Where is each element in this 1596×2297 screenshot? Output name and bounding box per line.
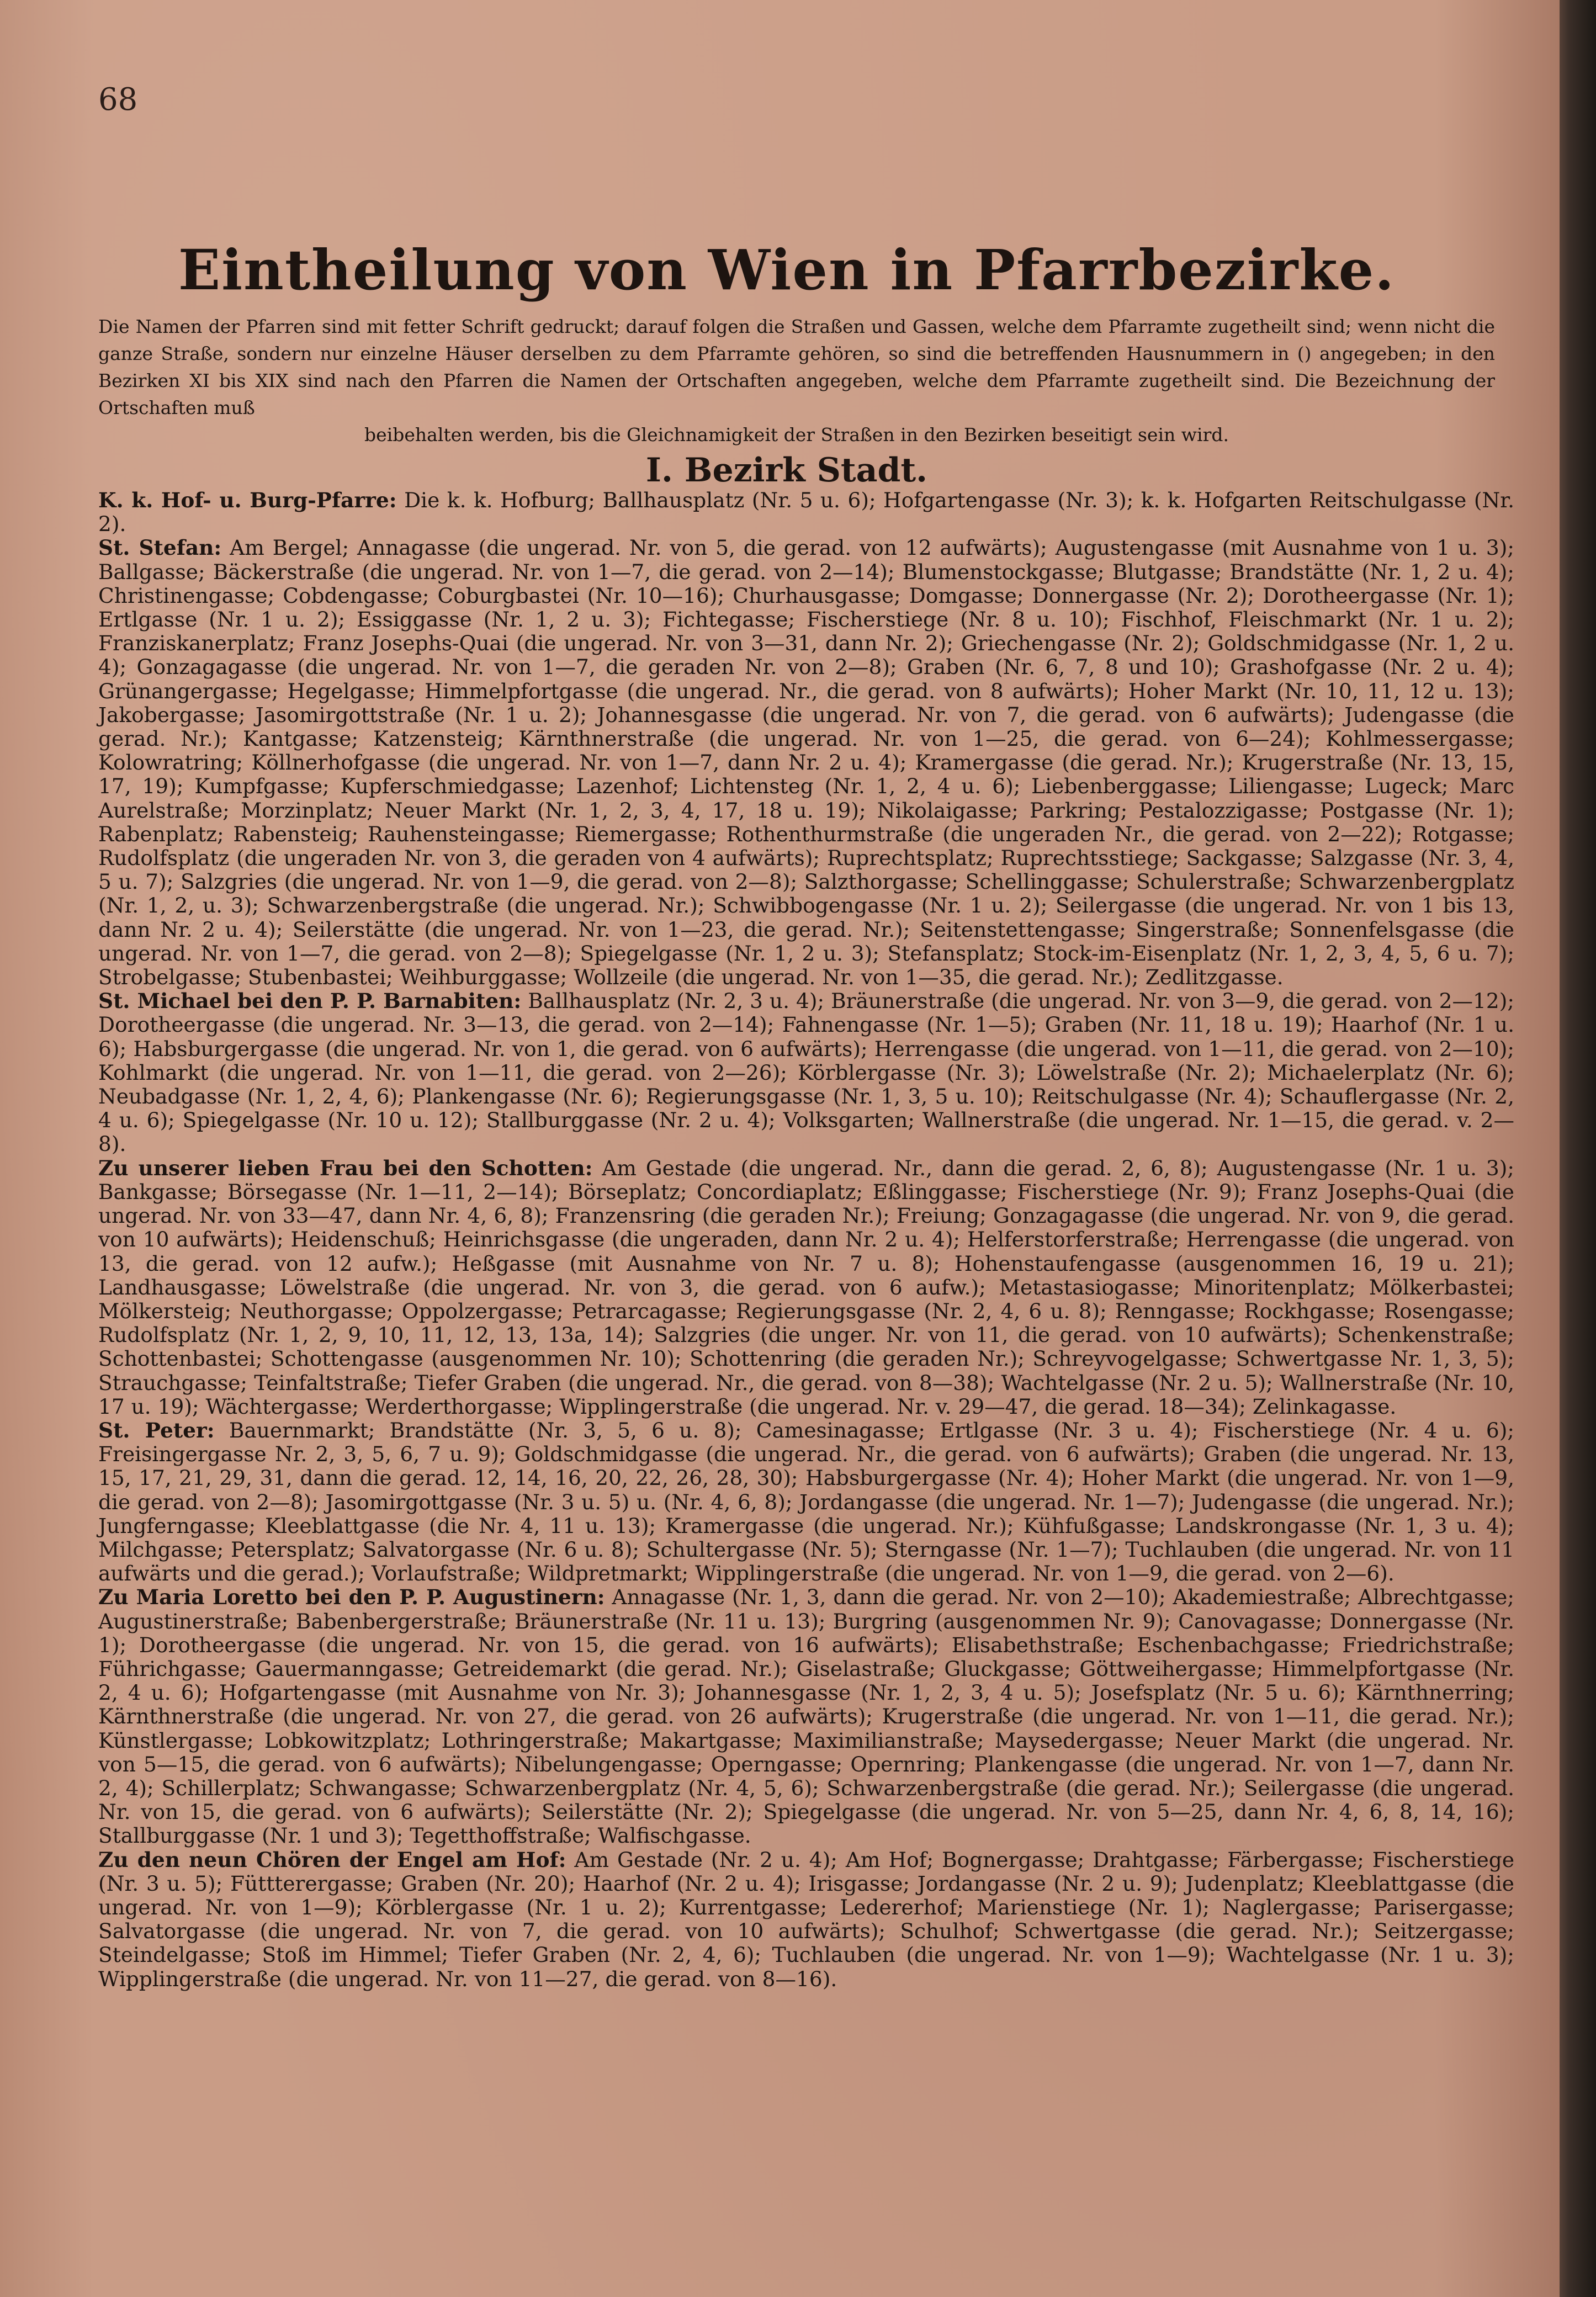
parish-entry [98,1419,1514,1585]
parish-streets: Die k. k. Hofburg; Ballhausplatz (Nr. 5 u. 6); Hofgartengasse (Nr. 3); k. k. Hofgarten Reitschulgasse (Nr. 2). [98,488,1515,537]
parish-streets: Ballhausplatz (Nr. 2, 3 u. 4); Bräunerstraße (die ungerad. Nr. von 3—9, die gerad. von 2—12); Dorotheergasse (die ungerad. Nr. 3—13, die gerad. von 2—14); Fahnengasse (Nr. 1—5); Graben (Nr. 11, 18 u. 19); Haarhof (Nr. 1 u. 6); Habsburgergasse (die ungerad. Nr. von 1, die gerad. von 6 aufwärts); Herrengasse (die ungerad. von 1—11, die gerad. von 2—10); Kohlmarkt (die ungerad. Nr. von 1—11, die gerad. von 2—26); Körblergasse (Nr. 3); Löwelstraße (Nr. 2); Michaelerplatz (Nr. 6); Neubadgasse (Nr. 1, 2, 4, 6); Plankengasse (Nr. 6); Regierungsgasse (Nr. 1, 3, 5 u. 10); Reitschulgasse (Nr. 4); Schauflergasse (Nr. 2, 4 u. 6); Spiegelgasse (Nr. 10 u. 12); Stallburggasse (Nr. 2 u. 4); Volksgarten; Wallnerstraße (die ungerad. Nr. 1—15, die gerad. v. 2—8). [98,989,1514,1157]
parish-entry [98,1848,1514,1991]
parish-name: St. Michael bei den P. P. Barnabiten: [98,989,522,1014]
parish-streets: Bauernmarkt; Brandstätte (Nr. 3, 5, 6 u. 8); Camesinagasse; Ertlgasse (Nr. 3 u. 4); Fischerstiege (Nr. 4 u. 6); Freisingergasse Nr. 2, 3, 5, 6, 7 u. 9); Goldschmidgasse (die ungerad. Nr., die gerad. von 6 aufwärts); Graben (die ungerad. Nr. 13, 15, 17, 21, 29, 31, dann die gerad. 12, 14, 16, 20, 22, 26, 28, 30); Habsburgergasse (Nr. 4); Hoher Markt (die ungerad. Nr. von 1—9, die gerad. von 2—8); Jasomirgottgasse (Nr. 3 u. 5) u. (Nr. 4, 6, 8); Jordangasse (die ungerad. Nr. 1—7); Judengasse (die ungerad. Nr.); Jungferngasse; Kleeblattgasse (die Nr. 4, 11 u. 13); Kramergasse (die ungerad. Nr.); Kühfußgasse; Landskrongasse (Nr. 1, 3 u. 4); Milchgasse; Petersplatz; Salvatorgasse (Nr. 6 u. 8); Schultergasse (Nr. 5); Sterngasse (Nr. 1—7); Tuchlauben (die ungerad. Nr. von 11 aufwärts und die gerad.); Vorlaufstraße; Wildpretmarkt; Wipplingerstraße (die ungerad. Nr. von 1—9, die gerad. von 2—6). [98,1418,1514,1586]
parish-streets: Am Gestade (Nr. 2 u. 4); Am Hof; Bognergasse; Drahtgasse; Färbergasse; Fischerstiege (Nr. 3 u. 5); Füttterergasse; Graben (Nr. 20); Haarhof (Nr. 2 u. 4); Irisgasse; Jordangasse (Nr. 2 u. 9); Judenplatz; Kleeblattgasse (die ungerad. Nr. von 1—9); Körblergasse (Nr. 1 u. 2); Kurrentgasse; Ledererhof; Marienstiege (Nr. 1); Naglergasse; Parisergasse; Salvatorgasse (die ungerad. Nr. von 7, die gerad. von 10 aufwärts); Schulhof; Schwertgasse (die gerad. Nr.); Seitzergasse; Steindelgasse; Stoß im Himmel; Tiefer Graben (Nr. 2, 4, 6); Tuchlauben (die ungerad. Nr. von 1—9); Wachtelgasse (Nr. 1 u. 3); Wipplingerstraße (die ungerad. Nr. von 11—27, die gerad. von 8—16). [98,1847,1515,1991]
parish-name: Zu unserer lieben Frau bei den Schotten: [98,1155,593,1180]
intro-text: Die Namen der Pfarren sind mit fetter Schrift gedruckt; darauf folgen die Straßen und Gassen, welche dem Pfarramte zugetheilt sind; wenn nicht die ganze Straße, sondern nur einzelne Häuser derselben zu dem Pfarramte gehören, so sind die betreffenden Hausnummern in () angegeben; in den Bezirken XI bis XIX sind nach den Pfarren die Namen der Ortschaften angegeben, welche dem Pfarramte zugetheilt sind. Die Bezeichnung der Ortschaften muß [98,316,1495,418]
page-number: 68 [98,82,138,118]
parish-streets: Annagasse (Nr. 1, 3, dann die gerad. Nr. von 2—10); Akademiestraße; Albrechtgasse; Augustinerstraße; Babenbergerstraße; Bräunerstraße (Nr. 11 u. 13); Burgring (ausgenommen Nr. 9); Canovagasse; Donnergasse (Nr. 1); Dorotheergasse (die ungerad. Nr. von 15, die gerad. von 16 aufwärts); Elisabethstraße; Eschenbachgasse; Friedrichstraße; Führichgasse; Gauermanngasse; Getreidemarkt (die gerad. Nr.); Giselastraße; Gluckgasse; Göttweihergasse; Himmelpfortgasse (Nr. 2, 4 u. 6); Hofgartengasse (mit Ausnahme von Nr. 3); Johannesgasse (Nr. 1, 2, 3, 4 u. 5); Josefsplatz (Nr. 5 u. 6); Kärnthnerring; Kärnthnerstraße (die ungerad. Nr. von 27, die gerad. von 26 aufwärts); Krugerstraße (die ungerad. Nr. von 1—11, die gerad. Nr.); Künstlergasse; Lobkowitzplatz; Lothringerstraße; Makartgasse; Maximilianstraße; Maysedergasse; Neuer Markt (die ungerad. Nr. von 5—15, die gerad. von 6 aufwärts); Nibelungengasse; Operngasse; Opernring; Plankengasse (die ungerad. Nr. von 1—7, dann Nr. 2, 4); Schillerplatz; Schwangasse; Schwarzenbergplatz (Nr. 4, 5, 6); Schwarzenbergstraße (die gerad. Nr.); Seilergasse (die ungerad. Nr. von 15, die gerad. von 6 aufwärts); Seilerstätte (Nr. 2); Spiegelgasse (die ungerad. Nr. von 5—25, dann Nr. 4, 6, 8, 14, 16); Stallburggasse (Nr. 1 und 3); Tegetthoffstraße; Walfischgasse. [98,1585,1515,1848]
page-title: Eintheilung von Wien in Pfarrbezirke. [178,237,1396,303]
section-heading: I. Bezirk Stadt. [645,451,928,490]
intro-text-last-line: beibehalten werden, bis die Gleichnamigkeit der Straßen in den Bezirken beseitigt sein wird. [364,424,1229,445]
parish-list [98,489,1514,1991]
parish-name: St. Stefan: [98,535,222,560]
parish-name: K. k. Hof- u. Burg-Pfarre: [98,488,397,512]
parish-entry [98,989,1514,1156]
parish-name: St. Peter: [98,1418,215,1442]
parish-name: Zu Maria Loretto bei den P. P. Augustinern: [98,1585,605,1610]
parish-streets: Am Bergel; Annagasse (die ungerad. Nr. von 5, die gerad. von 12 aufwärts); Augustengasse (mit Ausnahme von 1 u. 3); Ballgasse; Bäckerstraße (die ungerad. Nr. von 1—7, die gerad. von 2—14); Blumenstockgasse; Blutgasse; Brandstätte (Nr. 1, 2 u. 4); Christinengasse; Cobdengasse; Coburgbastei (Nr. 10—16); Churhausgasse; Domgasse; Donnergasse (Nr. 2); Dorotheergasse (Nr. 1); Ertlgasse (Nr. 1 u. 2); Essiggasse (Nr. 1, 2 u. 3); Fichtegasse; Fischerstiege (Nr. 8 u. 10); Fischhof, Fleischmarkt (Nr. 1 u. 2); Franziskanerplatz; Franz Josephs-Quai (die ungerad. Nr. von 3—31, dann Nr. 2); Griechengasse (Nr. 2); Goldschmidgasse (Nr. 1, 2 u. 4); Gonzagagasse (die ungerad. Nr. von 1—7, die geraden Nr. von 2—8); Graben (Nr. 6, 7, 8 und 10); Grashofgasse (Nr. 2 u. 4); Grünangergasse; Hegelgasse; Himmelpfortgasse (die ungerad. Nr., die gerad. von 8 aufwärts); Hoher Markt (Nr. 10, 11, 12 u. 13); Jakobergasse; Jasomirgottstraße (Nr. 1 u. 2); Johannesgasse (die ungerad. Nr. von 7, die gerad. von 6 aufwärts); Judengasse (die gerad. Nr.); Kantgasse; Katzensteig; Kärnthnerstraße (die ungerad. Nr. von 1—25, die gerad. von 6—24); Kohlmessergasse; Kolowratring; Köllnerhofgasse (die ungerad. Nr. von 1—7, dann Nr. 2 u. 4); Kramergasse (die gerad. Nr.); Krugerstraße (Nr. 13, 15, 17, 19); Kumpfgasse; Kupferschmiedgasse; Lazenhof; Lichtensteg (Nr. 1, 2, 4 u. 6); Liebenberggasse; Liliengasse; Lugeck; Marc Aurelstraße; Morzinplatz; Neuer Markt (Nr. 1, 2, 3, 4, 17, 18 u. 19); Nikolaigasse; Parkring; Pestalozzigasse; Postgasse (Nr. 1); Rabenplatz; Rabensteig; Rauhensteingasse; Riemergasse; Rothenthurmstraße (die ungeraden Nr., die gerad. von 2—22); Rotgasse; Rudolfsplatz (die ungeraden Nr. von 3, die geraden von 4 aufwärts); Ruprechtsplatz; Ruprechtsstiege; Sackgasse; Salzgasse (Nr. 3, 4, 5 u. 7); Salzgries (die ungerad. Nr. von 1—9, die gerad. von 2—8); Salzthorgasse; Schellinggasse; Schulerstraße; Schwarzenbergplatz (Nr. 1, 2, u. 3); Schwarzenbergstraße (die ungerad. Nr.); Schwibbogengasse (Nr. 1 u. 2); Seilergasse (die ungerad. Nr. von 1 bis 13, dann Nr. 2 u. 4); Seilerstätte (die ungerad. Nr. von 1—23, die gerad. Nr.); Seitenstettengasse; Singerstraße; Sonnenfelsgasse (die ungerad. Nr. von 1—7, die gerad. von 2—8); Spiegelgasse (Nr. 1, 2 u. 3); Stefansplatz; Stock-im-Eisenplatz (Nr. 1, 2, 3, 4, 5, 6 u. 7); Strobelgasse; Stubenbastei; Weihburggasse; Wollzeile (die ungerad. Nr. von 1—35, die gerad. Nr.); Zedlitzgasse. [98,535,1515,990]
parish-entry [98,1585,1514,1848]
parish-entry [98,1157,1514,1419]
parish-streets: Am Gestade (die ungerad. Nr., dann die gerad. 2, 6, 8); Augustengasse (Nr. 1 u. 3); Bankgasse; Börsegasse (Nr. 1—11, 2—14); Börseplatz; Concordiaplatz; Eßlinggasse; Fischerstiege (Nr. 9); Franz Josephs-Quai (die ungerad. Nr. von 33—47, dann Nr. 4, 6, 8); Franzensring (die geraden Nr.); Freiung; Gonzagagasse (die ungerad. Nr. von 9, die gerad. von 10 aufwärts); Heidenschuß; Heinrichsgasse (die ungeraden, dann Nr. 2 u. 4); Helferstorferstraße; Herrengasse (die ungerad. von 13, die gerad. von 12 aufw.); Heßgasse (mit Ausnahme von Nr. 7 u. 8); Hohenstaufengasse (ausgenommen 16, 19 u. 21); Landhausgasse; Löwelstraße (die ungerad. Nr. von 3, die gerad. von 6 aufw.); Metastasiogasse; Minoritenplatz; Mölkerbastei; Mölkersteig; Neuthorgasse; Oppolzergasse; Petrarcagasse; Regierungsgasse (Nr. 2, 4, 6 u. 8); Renngasse; Rockhgasse; Rosengasse; Rudolfsplatz (Nr. 1, 2, 9, 10, 11, 12, 13, 13a, 14); Salzgries (die unger. Nr. von 11, die gerad. von 10 aufwärts); Schenkenstraße; Schottenbastei; Schottengasse (ausgenommen Nr. 10); Schottenring (die geraden Nr.); Schreyvogelgasse; Schwertgasse Nr. 1, 3, 5); Strauchgasse; Teinfaltstraße; Tiefer Graben (die ungerad. Nr., die gerad. von 8—38); Wachtelgasse (Nr. 2 u. 5); Wallnerstraße (Nr. 10, 17 u. 19); Wächtergasse; Werderthorgasse; Wipplingerstraße (die ungerad. Nr. v. 29—47, die gerad. 18—34); Zelinkagasse. [98,1155,1514,1419]
parish-name: Zu den neun Chören der Engel am Hof: [98,1847,566,1872]
parish-entry [98,536,1514,989]
intro-paragraph [98,313,1495,448]
parish-entry [98,489,1514,536]
